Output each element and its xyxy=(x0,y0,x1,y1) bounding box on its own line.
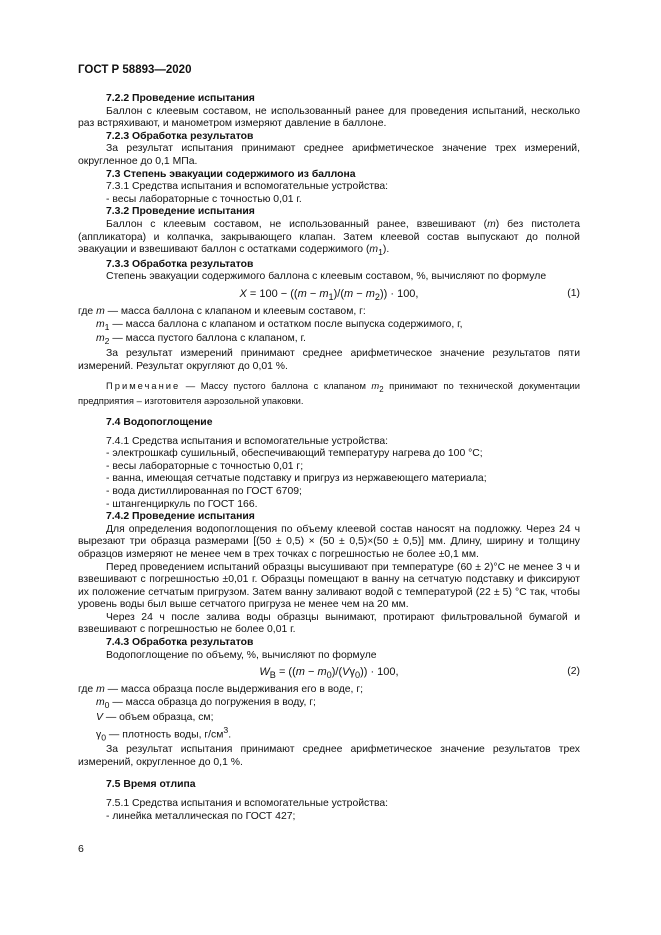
section-7-4-title: 7.4 Водопоглощение xyxy=(106,416,213,428)
section-7-4-2-paragraph: Через 24 ч после залива воды образцы вынимают, протирают фильтровальной бумагой и взвешивают с погрешностью не более 0,01 г. xyxy=(78,611,580,636)
section-7-4-1-text: 7.4.1 Средства испытания и вспомогательные устройства: xyxy=(106,435,389,447)
section-7-5-title: 7.5 Время отлипа xyxy=(106,779,196,791)
section-7-3-3-title: 7.3.3 Обработка результатов xyxy=(106,258,254,270)
section-7-4-3-text: Водопоглощение по объему, %, вычисляют по формуле xyxy=(106,649,377,661)
formula-2-number: (2) xyxy=(567,666,580,678)
definition-gamma0: $\gamma_0$ — плотность воды, $г/см^3$. xyxy=(96,725,232,743)
definition-m: где m — масса образца после выдерживания его в воде, г; xyxy=(78,684,364,696)
list-item: - штангенциркуль по ГОСТ 166. xyxy=(106,498,258,510)
section-7-4-3-result: За результат испытания принимают среднее арифметическое значение результатов трех измерений, округленное до 0,1 %. xyxy=(78,744,580,768)
section-7-4-3-title: 7.4.3 Обработка результатов xyxy=(106,637,254,649)
section-7-3-2-text: Баллон с клеевым составом, не использованный ранее, взвешивают (m) без пистолета (аппликатора) и колпачка, закрывающего клапан. Затем клеевой состав выпускают до полной эвакуации и взвешивают баллон с остатками содержимого $(m_1)$. xyxy=(78,218,580,258)
list-item: - ванна, имеющая сетчатые подставку и пригруз из нержавеющего материала; xyxy=(106,473,487,485)
section-7-4-2-title: 7.4.2 Проведение испытания xyxy=(106,511,255,523)
formula-1-expression: $X = 100 - ((m - m_1)/(m - m_2)) \cdot 100$, xyxy=(239,287,419,303)
section-7-3-title: 7.3 Степень эвакуации содержимого из баллона xyxy=(106,168,356,180)
standard-code-header: ГОСТ Р 58893—2020 xyxy=(78,64,192,76)
list-item: - весы лабораторные с точностью 0,01 г; xyxy=(106,460,304,472)
formula-1-number: (1) xyxy=(567,287,580,299)
section-7-4-2-paragraph: Перед проведением испытаний образцы высушивают при температуре (60 ± 2)°С не менее 3 ч и взвешивают с погрешностью ±0,01 г. Образцы помещают в ванну на сетчатую подставку и фиксируют их положение сетчатым пригрузом. Затем ванну заливают водой с температурой (22 ± 5) °С так, чтобы уровень воды был выше сетчатого пригруза не менее чем на 20 мм. xyxy=(78,561,580,611)
definition-m2: $m_2$ — масса пустого баллона с клапаном, г. xyxy=(96,333,306,347)
section-7-5-1-text: 7.5.1 Средства испытания и вспомогательные устройства: xyxy=(106,798,389,810)
section-7-2-3-title: 7.2.3 Обработка результатов xyxy=(106,130,254,142)
list-item: - линейка металлическая по ГОСТ 427; xyxy=(106,810,296,822)
section-7-2-2-title: 7.2.2 Проведение испытания xyxy=(106,93,255,104)
section-7-3-2-title: 7.3.2 Проведение испытания xyxy=(106,206,255,218)
page-number: 6 xyxy=(78,843,84,855)
definition-v: V — объем образца, см; xyxy=(96,711,214,723)
list-item: - весы лабораторные с точностью 0,01 г. xyxy=(106,193,302,205)
definition-m: где m — масса баллона с клапаном и клеевым составом, г: xyxy=(78,305,366,317)
formula-2 xyxy=(78,666,580,682)
list-item: - электрошкаф сушильный, обеспечивающий температуру нагрева до 100 °С; xyxy=(106,448,483,460)
definition-m1: $m_1$ — масса баллона с клапаном и остатком после выпуска содержимого, г, xyxy=(96,318,463,332)
formula-1 xyxy=(78,288,580,304)
note: Примечание — Массу пустого баллона с клапаном $m_2$ принимают по технической документации предприятия – изготовителя аэрозольной упаковки. xyxy=(78,380,581,407)
formula-2-expression: $W_В = ((m - m_0)/(V\gamma_0)) \cdot 100$, xyxy=(259,666,399,681)
section-7-2-2-text: Баллон с клеевым составом, не использованный ранее для проведения испытаний, несколько раз встряхивают, и манометром измеряют давление в баллоне. xyxy=(78,105,580,130)
list-item: - вода дистиллированная по ГОСТ 6709; xyxy=(106,485,302,497)
section-7-3-1-text: 7.3.1 Средства испытания и вспомогательные устройства: xyxy=(106,181,389,193)
formula-2-definitions xyxy=(78,684,580,744)
section-7-4-2-paragraph: Для определения водопоглощения по объему клеевой состав наносят на подложку. Через 24 ч вырезают три образца размерами [(50 ± 0,5) × (50 ± 0,5)×(50 ± 0,5)] мм. Длину, ширину и толщину образцов измеряют не менее чем в трех точках с погрешностью не более ±0,1 мм. xyxy=(78,523,580,560)
section-7-2-3-text: За результат испытания принимают среднее арифметическое значение трех измерений, округленное до 0,1 МПа. xyxy=(78,143,580,167)
section-7-3-3-result: За результат измерений принимают среднее арифметическое значение результатов пяти измерений. Результат округляют до 0,01 %. xyxy=(78,347,580,372)
definition-m0: $m_0$ — масса образца до погружения в воду, г; xyxy=(96,696,316,710)
formula-1-definitions xyxy=(78,306,580,348)
document-body xyxy=(78,93,580,823)
note-label: Примечание xyxy=(106,380,181,392)
section-7-3-3-text: Степень эвакуации содержимого баллона с клеевым составом, %, вычисляют по формуле xyxy=(106,271,547,283)
